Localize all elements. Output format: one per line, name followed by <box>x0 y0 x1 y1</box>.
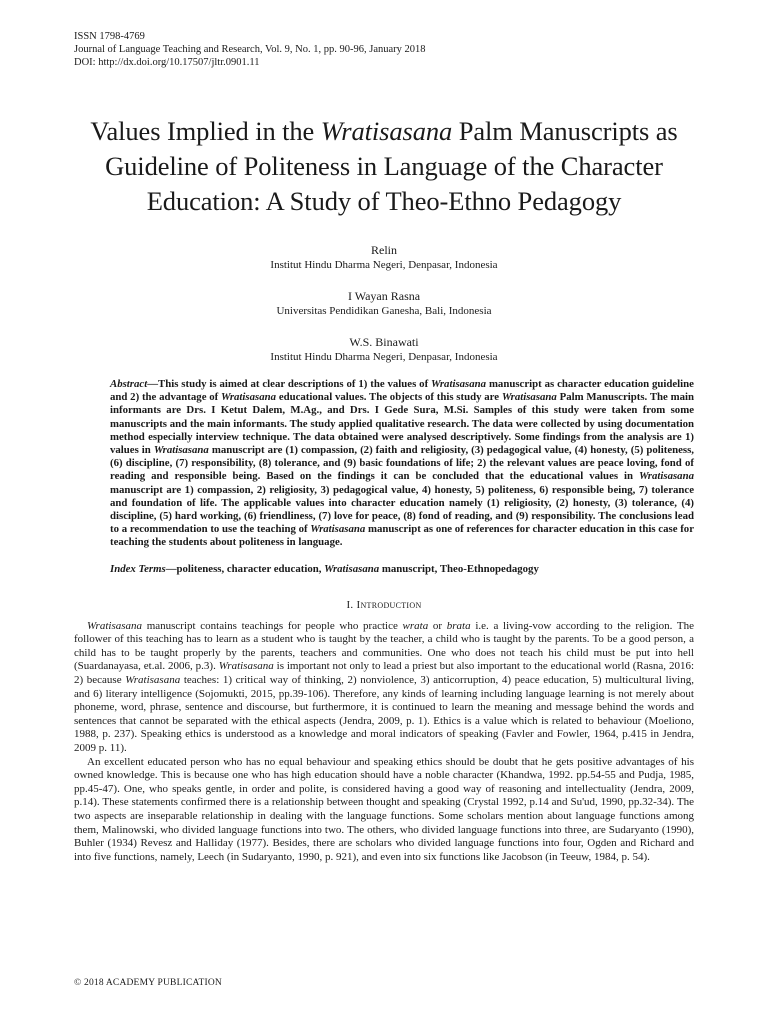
author-affiliation: Institut Hindu Dharma Negeri, Denpasar, Indonesia <box>270 351 498 363</box>
abstract-text: educational values. The objects of this study are <box>276 391 502 404</box>
paragraph-italic: Wratisasana <box>125 674 181 687</box>
author-block <box>74 243 694 272</box>
abstract-italic: Wratisasana <box>153 444 209 457</box>
index-terms <box>110 563 694 576</box>
paragraph-text: teaches: 1) critical way of thinking, 2) nonviolence, 3) anticorruption, 4) peace education, 5) multicultural living, and 6) literary intelligence (Sojomukti, 2015, pp.39-106). Therefore, any kinds of learning including language learning is not merely about phoneme, word, phrase, sentence and discourse, but furthermore, it is continued to learn the meaning and message behind the words and sentences that cannot be separated with the ethical aspects (Jendra, 2009, p. 1). Ethics is a value which is related to behaviour (Moeliono, 1988, p. 237). Speaking ethics is understood as a knowledge and moral indicators of speaking (Favler and Fowler, 1964, p.415 in Jendra, 2009 p. 11). <box>74 674 694 754</box>
paragraph-italic: brata <box>446 619 471 632</box>
abstract-text: manuscript as one of references for character education in this case for teaching the students about politeness in language. <box>110 523 694 549</box>
doi: DOI: http://dx.doi.org/10.17507/jltr.0901.11 <box>74 57 260 68</box>
paragraph-text: or <box>428 619 447 632</box>
section-title: Introduction <box>356 598 422 611</box>
index-terms-text: manuscript, Theo-Ethnopedagogy <box>379 562 539 575</box>
index-terms-text: —politeness, character education, <box>165 562 325 575</box>
author-name: W.S. Binawati <box>349 335 419 349</box>
paragraph-text: i.e. a living-vow according to the religion. The follower of this teaching has to learn as a student who is taught by the teacher, a child who is taught by the parents. To be a good person, a child has to be taught properly by the parents, teachers and communities. One who does not teach his child must be put into hell (Suardanayasa, et.al. 2006, p.3). <box>74 619 694 673</box>
paper-page <box>74 30 694 864</box>
title-part: Palm Manuscripts as Guideline of Politeness in Language of the Character Education: A Study of Theo-Ethno Pedagogy <box>105 116 678 216</box>
page-footer: © 2018 ACADEMY PUBLICATION <box>74 978 222 988</box>
issn: ISSN 1798-4769 <box>74 31 145 42</box>
paragraph-italic: Wratisasana <box>87 619 143 632</box>
title-italic: Wratisasana <box>320 116 453 146</box>
index-terms-label: Index Terms <box>110 562 166 575</box>
abstract <box>110 378 694 550</box>
abstract-italic: Wratisasana <box>431 378 487 390</box>
body-paragraph: An excellent educated person who has no equal behaviour and speaking ethics should be doubt that he gets positive advantages of his owned knowledge. This is because one who has high education should have a noble character (Khandwa, 1992. pp.54-55 and Pudja, 1985, pp.45-47). One, who speaks gentle, in order and polite, is considered having a good way of reasoning and intellectuality (Jendra, 2009, p.14). These statements confirmed there is a relationship between thought and speaking (Crystal 1992, p.14 and Su'ud, 1990, pp.32-34). The two aspects are inseparable relationship in dealing with the language functions. Some scholars mention about language functions among them, Malinowski, who divided language functions into two. The others, who divided language functions into three, are Sudaryanto (1990), Buhler (1934) Revesz and Halliday (1977). Besides, there are scholars who divided language functions into four, Ogden and Richard and into five functions, namely, Leech (in Sudaryanto, 1990, p. 921), and even into six functions like Jacobson (in Teeuw, 1984, p. 54). <box>74 755 694 863</box>
paragraph-italic: wrata <box>402 619 429 632</box>
author-list <box>74 243 694 364</box>
paragraph-italic: Wratisasana <box>218 660 274 673</box>
index-terms-italic: Wratisasana <box>324 562 380 575</box>
author-affiliation: Institut Hindu Dharma Negeri, Denpasar, Indonesia <box>270 259 498 271</box>
author-name: Relin <box>371 243 397 257</box>
abstract-text: Palm Manuscripts. The main informants are Drs. I Ketut Dalem, M.Ag., and Drs. I Gede Sura, M.Si. Samples of this study were taken from some manuscripts and the main informants. The study applied qualitative research. The data were collected by using documentation method especially interview technique. The data obtained were analysed descriptively. Some findings from the analysis are 1) values in <box>110 391 694 457</box>
abstract-italic: Wratisasana <box>310 523 366 536</box>
abstract-text: manuscript as character education guideline and 2) the advantage of <box>110 378 694 404</box>
paragraph-text: manuscript contains teachings for people who practice <box>142 619 403 632</box>
paper-title <box>74 114 694 219</box>
paragraph-text: is important not only to lead a priest but also important to the educational world (Rasna, 2016: 2) because <box>74 660 694 687</box>
journal-citation: Journal of Language Teaching and Research, Vol. 9, No. 1, pp. 90-96, January 2018 <box>74 44 426 55</box>
abstract-italic: Wratisasana <box>221 391 277 404</box>
abstract-text: manuscript are (1) compassion, (2) faith and religiosity, (3) pedagogical value, (4) honesty, (5) politeness, (6) discipline, (7) responsibility, (8) tolerance, and (9) basic foundations of life; 2) the relevant values are peace loving, fond of reading and responsible being. Based on the findings it can be concluded that the educational values in <box>110 444 695 483</box>
abstract-italic: Wratisasana <box>501 391 557 404</box>
author-affiliation: Universitas Pendidikan Ganesha, Bali, Indonesia <box>276 305 492 317</box>
abstract-italic: Wratisasana <box>638 470 694 483</box>
author-block <box>74 289 694 318</box>
author-block <box>74 335 694 364</box>
journal-header <box>74 30 694 69</box>
section-heading <box>74 598 694 612</box>
abstract-text: manuscript are 1) compassion, 2) religiosity, 3) pedagogical value, 4) honesty, 5) politeness, 6) responsible being, 7) tolerance and foundation of life. The applicable values into character education namely (1) religiosity, (2) honesty, (3) tolerance, (4) discipline, (5) hard working, (6) friendliness, (7) love for peace, (8) fond of reading, and (9) responsibility. The conclusions lead to a recommendation to use the teaching of <box>110 483 694 536</box>
author-name: I Wayan Rasna <box>347 289 421 303</box>
title-part: Values Implied in the <box>90 116 321 146</box>
body-paragraph <box>74 620 694 756</box>
abstract-label: Abstract <box>110 378 148 390</box>
section-number: I. <box>346 598 357 611</box>
abstract-text: —This study is aimed at clear descriptions of 1) the values of <box>147 378 432 390</box>
